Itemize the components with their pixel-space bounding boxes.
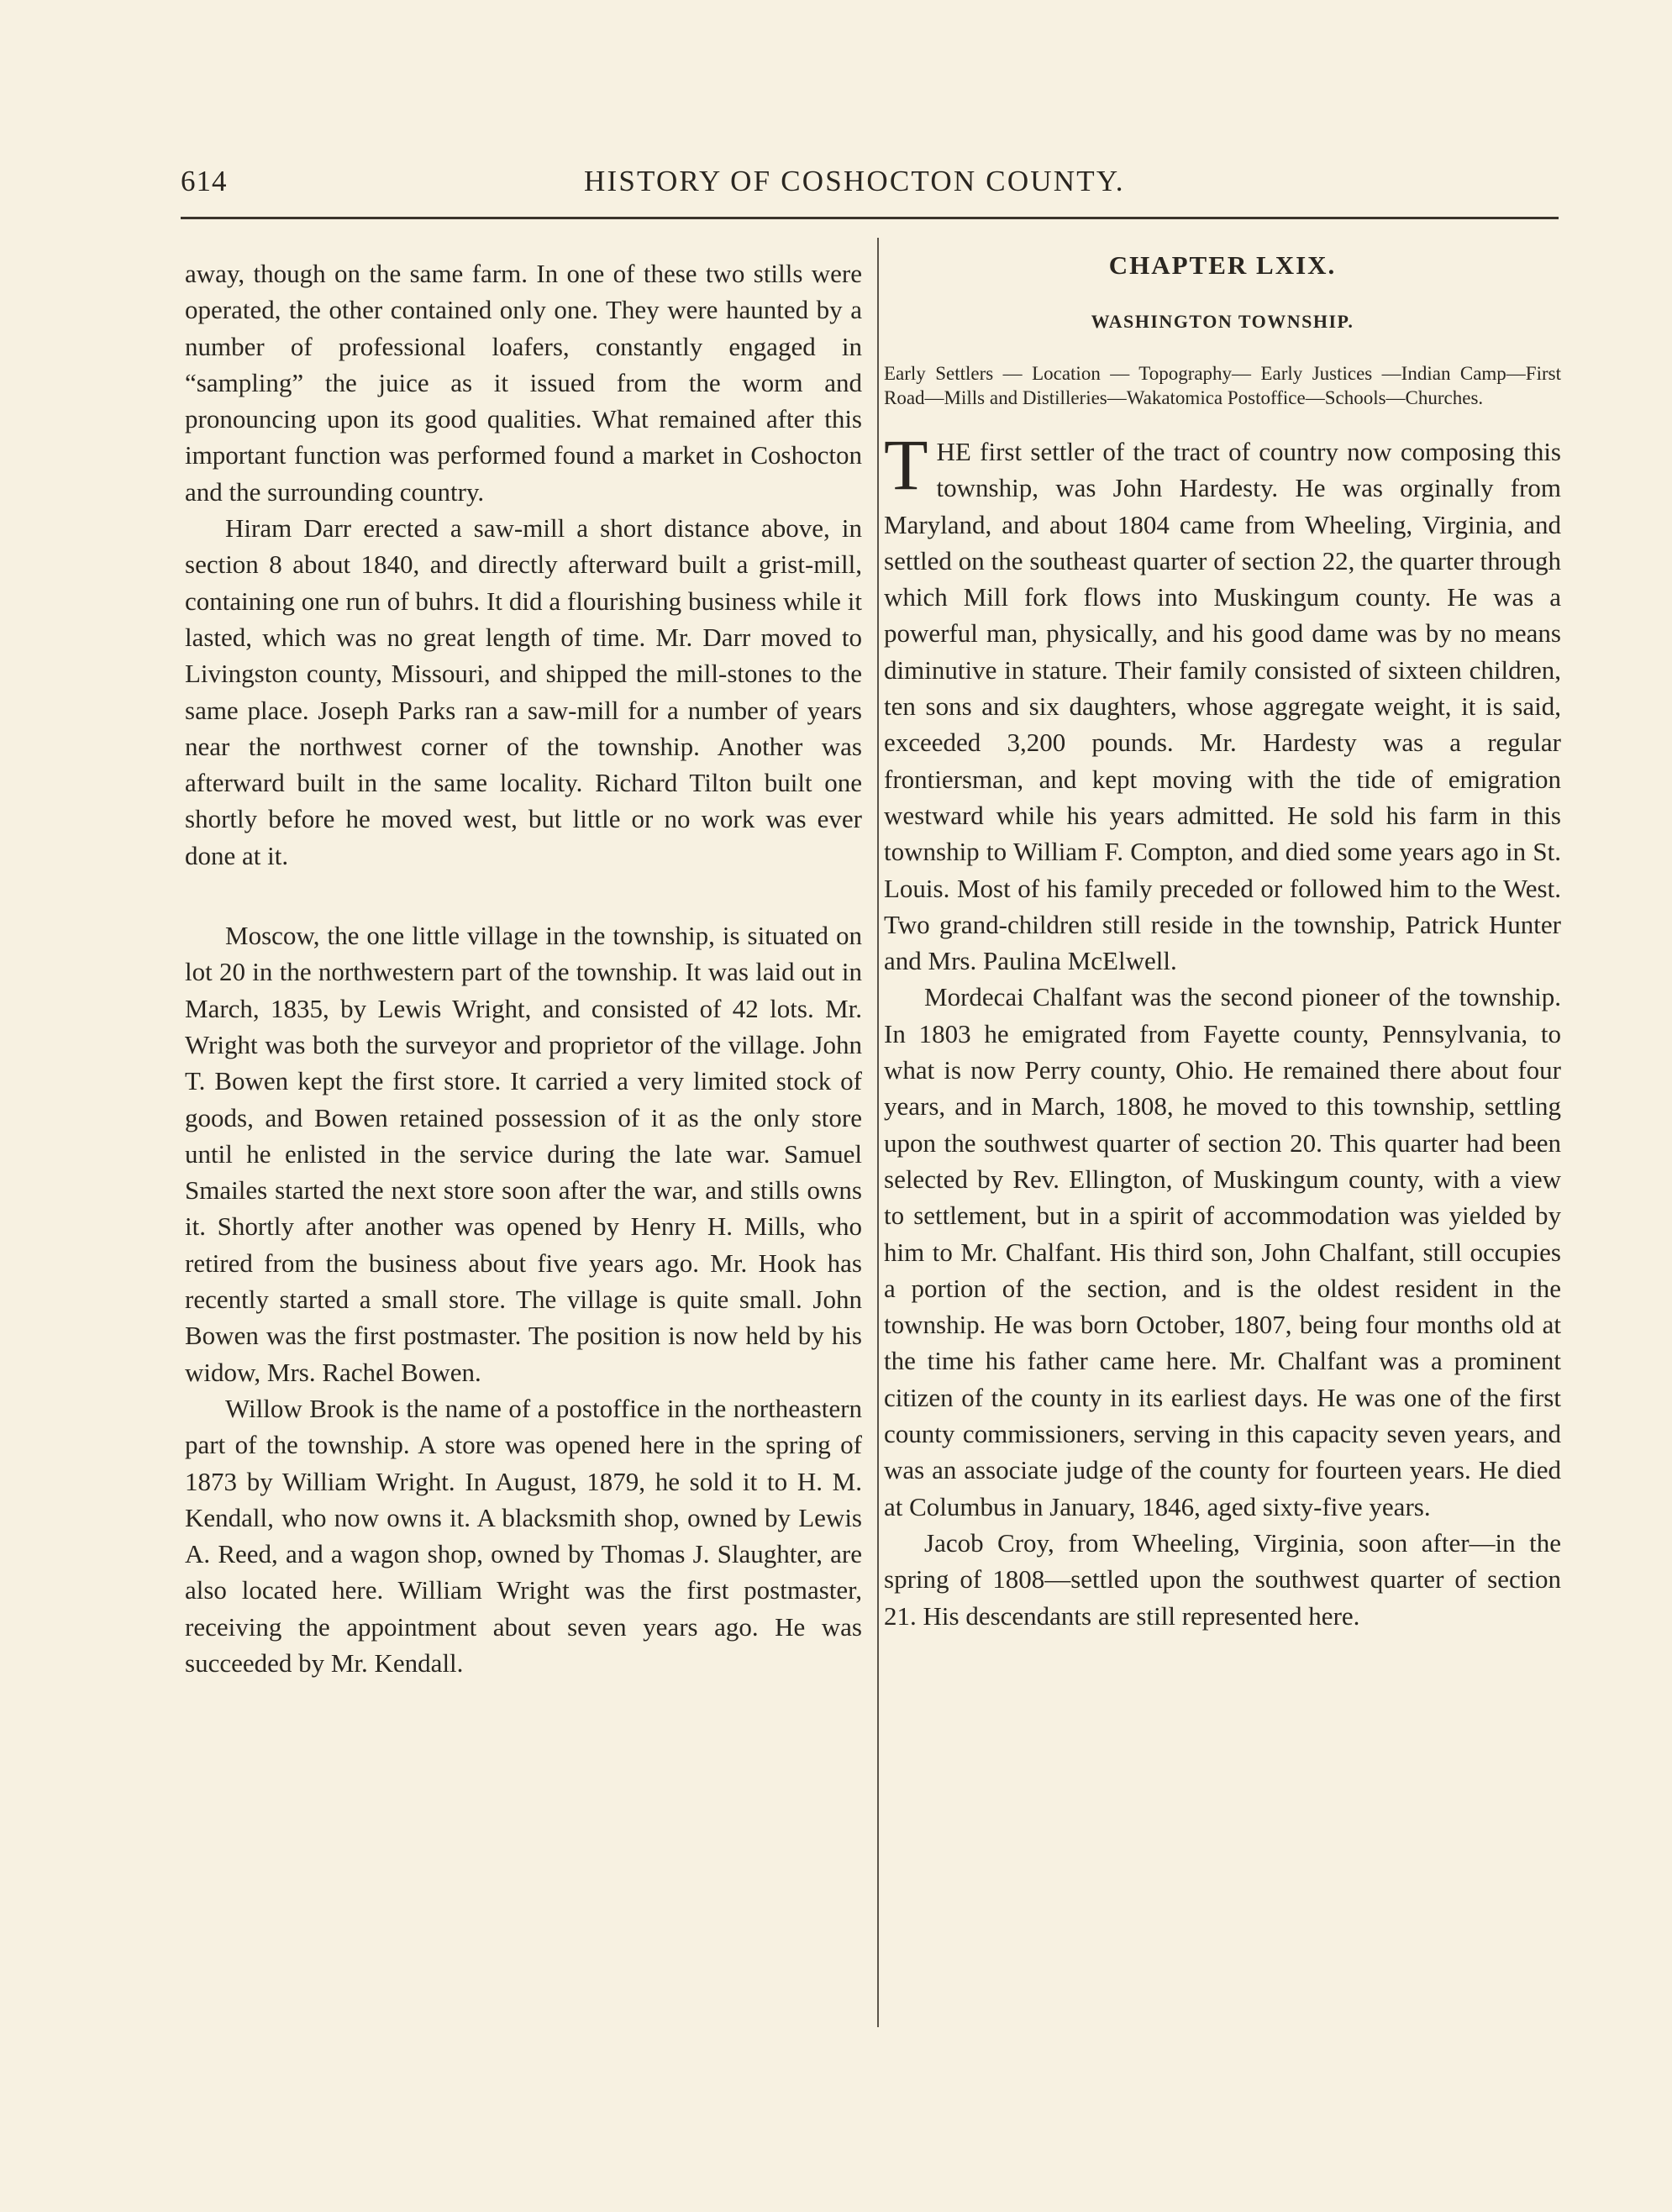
paragraph: Mordecai Chalfant was the second pioneer of the township. In 1803 he emigrated from Fayette county, Pennsylvania, to what is now Perry county, Ohio. He remained there about four years, and in March, 1808, he moved to this township, settling upon the southwest quarter of section 20. This quarter had been selected by Rev. Ellington, of Muskingum county, with a view to settlement, but in a spirit of accommodation was yielded by him to Mr. Chalfant. His third son, John Chalfant, still occupies a portion of the section, and is the oldest resident in the township. He was born October, 1807, being four months old at the time his father came here. Mr. Chalfant was a prominent citizen of the county in its earliest days. He was one of the first county commissioners, serving in this capacity seven years, and was an associate judge of the county for fourteen years. He died at Columbus in January, 1846, aged sixty-five years. [884,982,1561,1521]
opening-paragraph [884,424,1561,979]
chapter-title: CHAPTER LXIX. [1108,250,1337,280]
header-rule [181,217,1559,219]
running-title: HISTORY OF COSHOCTON COUNTY. [584,165,1125,197]
paragraph: Hiram Darr erected a saw-mill a short distance above, in section 8 about 1840, and directly afterward built a grist-mill, containing one run of buhrs. It did a flourishing business while it lasted, which was no great length of time. Mr. Darr moved to Livingston county, Missouri, and shipped the mill-stones to the same place. Joseph Parks ran a saw-mill for a number of years near the northwest corner of the township. Another was afterward built in the same locality. Richard Tilton built one shortly before he moved west, but little or no work was ever done at it. [185,513,862,870]
opening-paragraph-text: HE first settler of the tract of country now composing this township, was John Hardesty. He was orginally from Maryland, and about 1804 came from Wheeling, Virginia, and settled on the southeast quarter of section 22, the quarter through which Mill fork flows into Muskingum county. He was a powerful man, physically, and his good dame was by no means diminutive in stature. Their family consisted of sixteen children, ten sons and six daughters, whose aggregate weight, it is said, exceeded 3,200 pounds. Mr. Hardesty was a regular frontiersman, and kept moving with the tide of emigration westward while his years admitted. He sold his farm in this township to William F. Compton, and died some years ago in St. Louis. Most of his family preceded or followed him to the West. Two grand-children still reside in the township, Patrick Hunter and Mrs. Paulina McElwell. [884,437,1561,976]
paragraph-gap [185,874,862,917]
section-title: WASHINGTON TOWNSHIP. [1091,311,1354,332]
page-number: 614 [181,165,228,197]
column-divider [877,238,879,2027]
paragraph: Jacob Croy, from Wheeling, Virginia, soon after—in the spring of 1808—settled upon the southwest quarter of section 21. His descendants are still represented here. [884,1527,1561,1631]
left-column [185,255,862,1681]
page-header [181,165,1559,207]
right-column [884,250,1561,1634]
paragraph: Willow Brook is the name of a postoffice in the northeastern part of the township. A store was opened here in the spring of 1873 by William Wright. In August, 1879, he sold it to H. M. Kendall, who now owns it. A blacksmith shop, owned by Lewis A. Reed, and a wagon shop, owned by Thomas J. Slaughter, are also located here. William Wright was the first postmaster, receiving the appointment about seven years ago. He was succeeded by Mr. Kendall. [185,1393,862,1678]
paragraph: away, though on the same farm. In one of these two stills were operated, the other contained only one. They were haunted by a number of professional loafers, constantly engaged in “sampling” the juice as it issued from the worm and pronouncing upon its good qualities. What remained after this important function was performed found a market in Coshocton and the surrounding country. [185,259,862,507]
chapter-summary: Early Settlers — Location — Topography— Early Justices —Indian Camp—First Road—Mills and Distilleries—Wakatomica Postoffice—Schools—Churches. [884,363,1561,408]
drop-cap: T [884,424,928,505]
paragraph: Moscow, the one little village in the township, is situated on lot 20 in the northwestern part of the township. It was laid out in March, 1835, by Lewis Wright, and consisted of 42 lots. Mr. Wright was both the surveyor and proprietor of the village. John T. Bowen kept the first store. It carried a very limited stock of goods, and Bowen retained possession of it as the only store until he enlisted in the service during the late war. Samuel Smailes started the next store soon after the war, and stills owns it. Shortly after another was opened by Henry H. Mills, who retired from the business about five years ago. Mr. Hook has recently started a small store. The village is quite small. John Bowen was the first postmaster. The position is now held by his widow, Mrs. Rachel Bowen. [185,921,862,1387]
